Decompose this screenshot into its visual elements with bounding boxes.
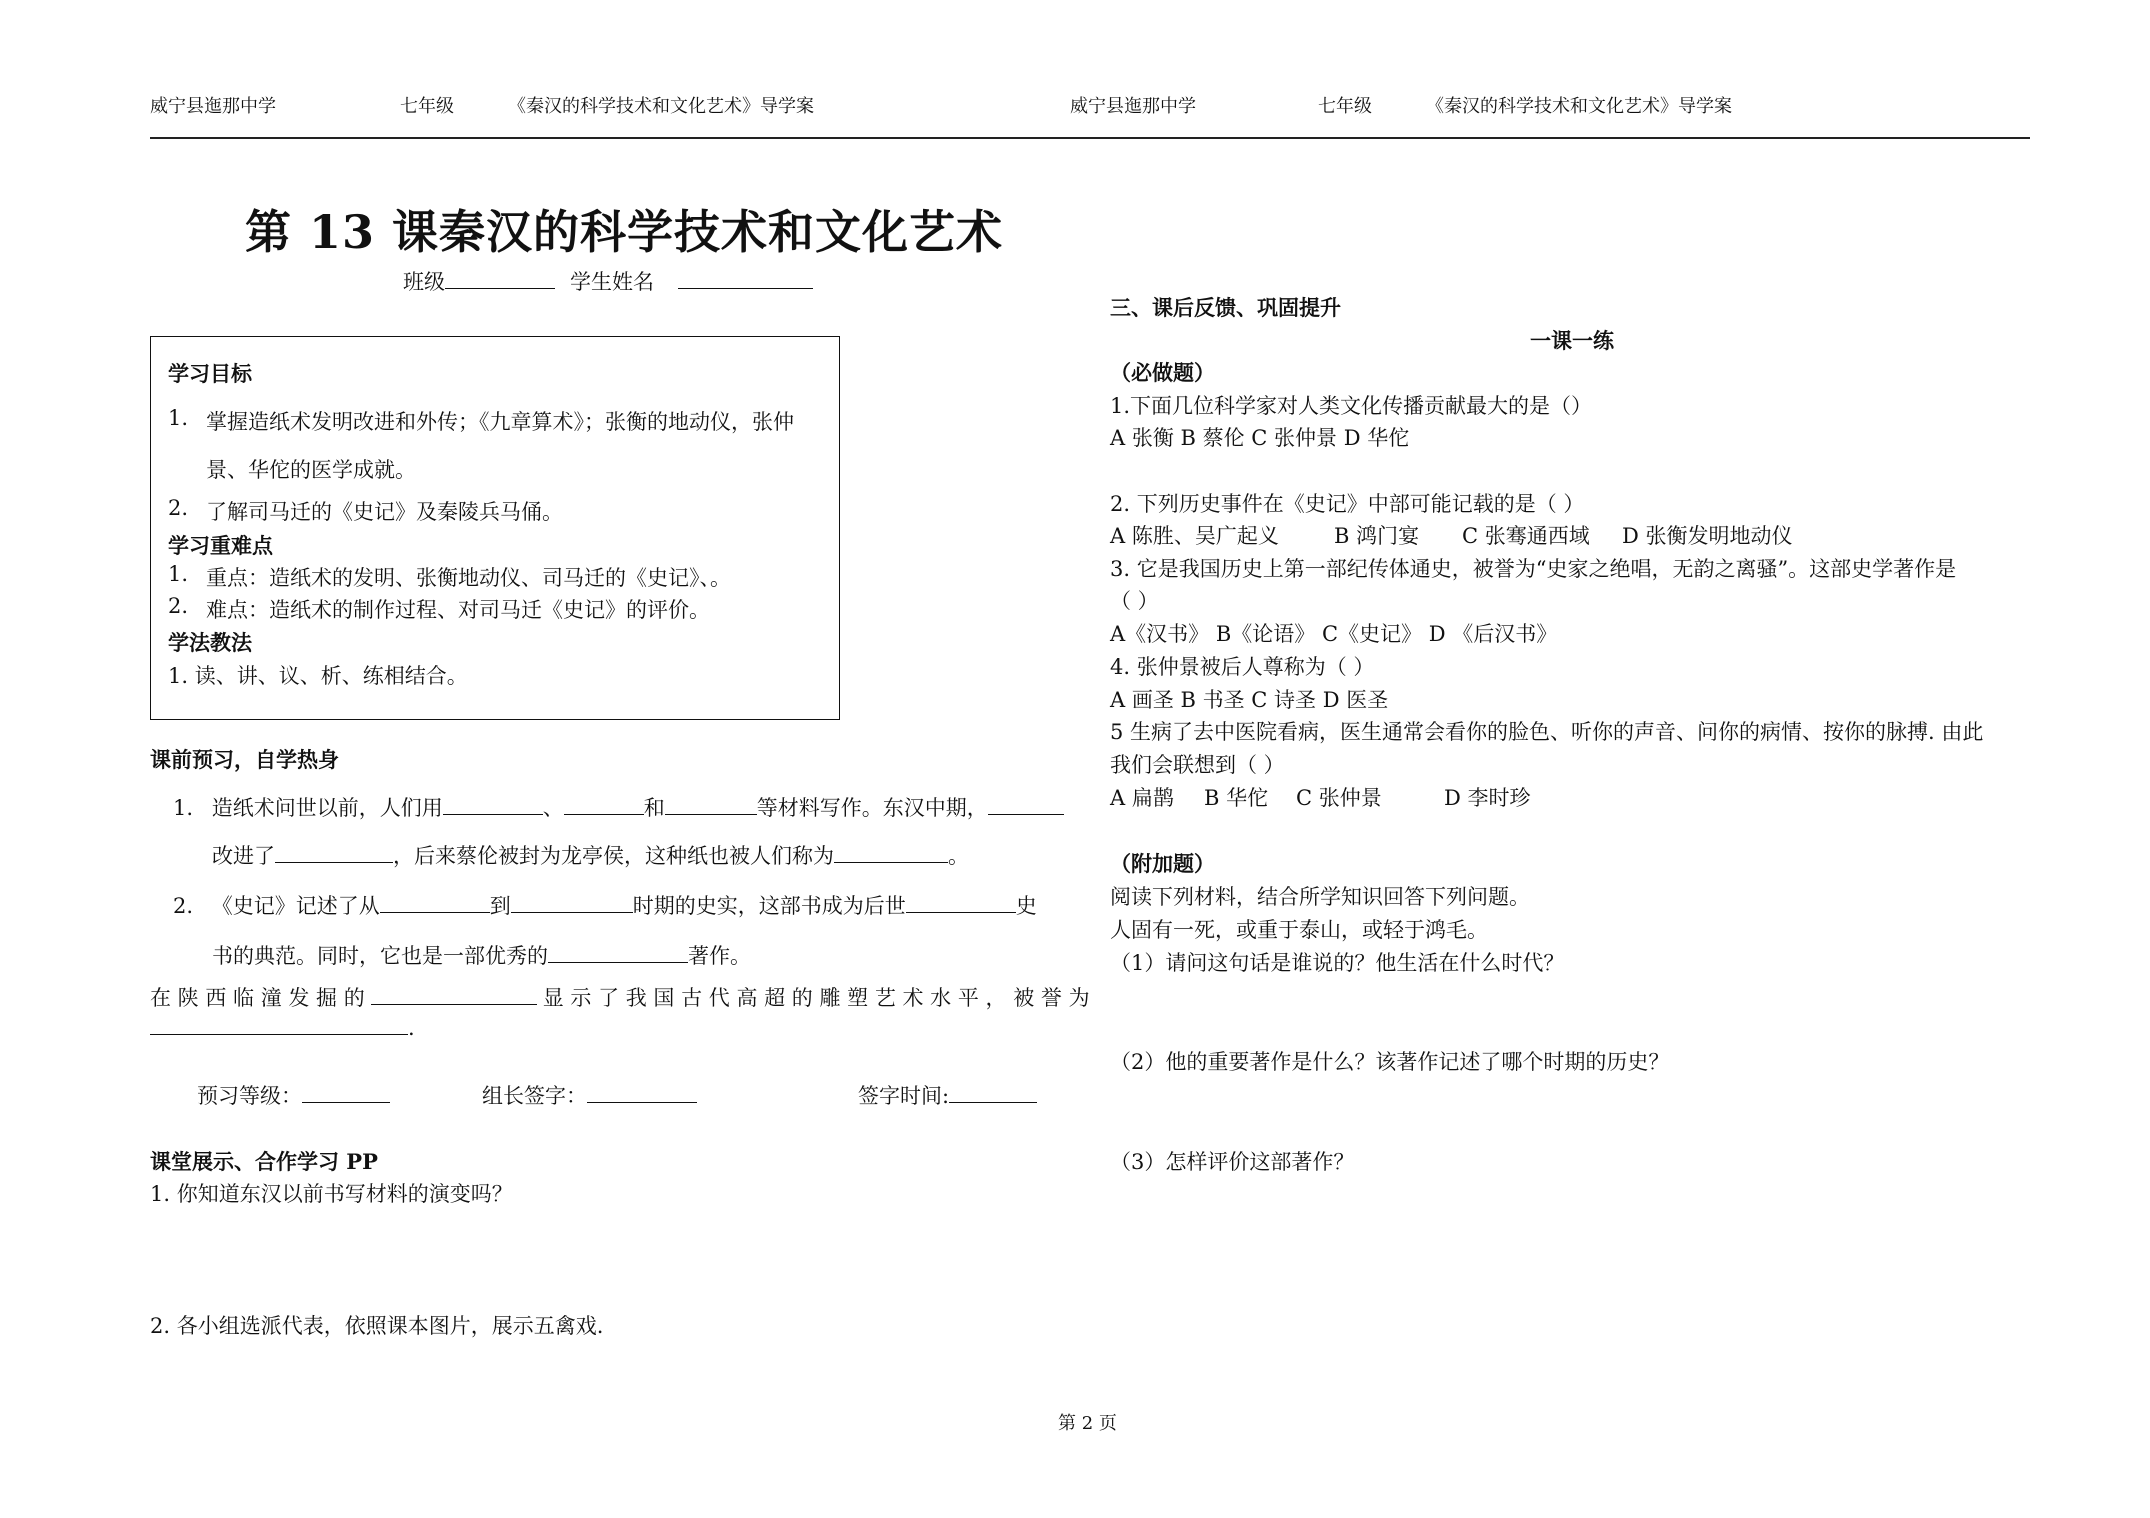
rq2-option-b: B 鸿门宴 [1334,524,1420,548]
rq5-option-c: C 张仲景 [1296,786,1382,810]
blank-paper-name[interactable] [834,842,948,863]
blank-improved[interactable] [275,842,393,863]
preview-q2-line2 [212,940,751,970]
preview-q1-text-a: 造纸术问世以前，人们用 [211,796,443,820]
blank-history-type[interactable] [906,892,1016,913]
preview-q3-text-b: 显 示 了 我 国 古 代 高 超 的 雕 塑 艺 术 水 平 ， 被 誉 为 [542,986,1090,1010]
method-heading: 学法教法 [168,630,252,655]
preview-q2-text-b: 到 [489,894,511,918]
preview-grade-blank[interactable] [302,1082,390,1103]
class-blank[interactable] [445,268,555,289]
preview-q1-text-e: 改进了 [212,844,275,868]
rq4-options: A 画圣 B 书圣 C 诗圣 D 医圣 [1110,688,1389,712]
required-label: （必做题） [1110,360,1215,385]
preview-q1-number: 1. [173,796,194,820]
rq2-option-c: C 张骞通西域 [1462,524,1590,548]
header-grade-left: 七年级 [400,96,454,117]
preview-q1-text-f: ，后来蔡伦被封为龙亭侯，这种纸也被人们称为 [393,844,834,868]
extra-intro: 阅读下列材料，结合所学知识回答下列问题。 [1110,885,1530,909]
preview-q2-text-c: 时期的史实，这部书成为后世 [632,894,906,918]
rq5-option-b: B 华佗 [1204,786,1269,810]
preview-q3-text-a: 在 陕 西 临 潼 发 掘 的 [150,986,365,1010]
preview-q1-text-g: 。 [948,844,969,868]
extra-q3: （3）怎样评价这部著作？ [1110,1150,1355,1174]
blank-material-1[interactable] [443,794,543,815]
practice-subheading: 一课一练 [1530,328,1614,353]
header-doc-left: 《秦汉的科学技术和文化艺术》导学案 [508,96,814,117]
header-doc-right: 《秦汉的科学技术和文化艺术》导学案 [1426,96,1732,117]
rq3-line1: 3. 它是我国历史上第一部纪传体通史，被誉为“史家之绝唱，无韵之离骚”。这部史学著作是 [1110,557,1957,581]
rq1-text: 1.下面几位科学家对人类文化传播贡献最大的是（） [1110,394,1593,418]
key2-text: 难点：造纸术的制作过程、对司马迁《史记》的评价。 [206,598,710,622]
goal2-text: 了解司马迁的《史记》及秦陵兵马俑。 [206,500,563,524]
preview-q2-text-a: 《史记》记述了从 [211,894,380,918]
key1-text: 重点：造纸术的发明、张衡地动仪、司马迁的《史记》、。 [206,566,731,590]
preview-grade-field [197,1080,390,1110]
goals-heading: 学习目标 [168,361,252,386]
key2-number: 2. [168,594,189,618]
goal1-line2: 景、华佗的医学成就。 [206,458,416,482]
rq4-text: 4. 张仲景被后人尊称为（ ） [1110,655,1375,679]
blank-material-2[interactable] [564,794,644,815]
preview-grade-label: 预习等级： [197,1084,302,1108]
header-grade-right: 七年级 [1318,96,1372,117]
blank-period-start[interactable] [380,892,490,913]
preview-q2-line1 [173,890,1037,920]
extra-label: （附加题） [1110,851,1215,876]
page-title: 第 13 课秦汉的科学技术和文化艺术 [245,205,1004,259]
feedback-heading: 三、课后反馈、巩固提升 [1110,295,1341,320]
class-field [403,266,555,296]
name-blank[interactable] [678,268,813,289]
rq5-line2: 我们会联想到（ ） [1110,753,1285,777]
preview-q1-text-b: 、 [542,796,564,820]
leader-sign-label: 组长签字： [482,1084,587,1108]
extra-q2: （2）他的重要著作是什么？该著作记述了哪个时期的历史？ [1110,1050,1670,1074]
leader-sign-blank[interactable] [587,1082,697,1103]
classroom-q2: 2. 各小组选派代表，依照课本图片，展示五禽戏. [150,1314,604,1338]
goal1-line1: 掌握造纸术发明改进和外传；《九章算术》；张衡的地动仪，张仲 [206,410,794,434]
page-number: 第 2 页 [1058,1413,1117,1434]
preview-q3-line2 [150,1014,415,1040]
blank-material-3[interactable] [665,794,757,815]
preview-q3-line1 [150,982,1090,1012]
classroom-heading: 课堂展示、合作学习 PP [150,1149,378,1174]
name-field [570,266,813,296]
extra-quote: 人固有一死，或重于泰山，或轻于鸿毛。 [1110,918,1488,942]
goal1-number: 1. [168,406,189,430]
rq5-option-d: D 李时珍 [1444,786,1531,810]
rq5-option-a: A 扁鹊 [1110,786,1174,810]
key1-number: 1. [168,562,189,586]
rq2-option-d: D 张衡发明地动仪 [1622,524,1793,548]
preview-q1-line1 [173,792,1064,822]
preview-q2-number: 2. [173,894,194,918]
preview-q1-text-c: 和 [643,796,665,820]
preview-heading: 课前预习，自学热身 [150,747,339,772]
rq3-options: A《汉书》 B《论语》 C《史记》 D 《后汉书》 [1110,622,1558,646]
classroom-q1: 1. 你知道东汉以前书写材料的演变吗？ [150,1182,513,1206]
rq2-option-a: A 陈胜、吴广起义 [1110,524,1279,548]
goal2-number: 2. [168,496,189,520]
preview-q1-line2 [212,840,969,870]
preview-q2-text-e: 书的典范。同时，它也是一部优秀的 [212,944,548,968]
header-school-left: 威宁县迤那中学 [150,96,276,117]
header-school-right: 威宁县迤那中学 [1070,96,1196,117]
method1-text: 1. 读、讲、议、析、练相结合。 [168,664,468,688]
rq5-line1: 5 生病了去中医院看病，医生通常会看你的脸色、听你的声音、问你的病情、按你的脉搏. 由此 [1110,720,1984,744]
preview-q1-text-d: 等材料写作。东汉中期， [756,796,988,820]
class-label: 班级 [403,270,445,294]
name-label: 学生姓名 [570,270,654,294]
blank-honor-title[interactable] [150,1014,408,1035]
sign-time-label: 签字时间: [858,1084,950,1108]
rq1-options: A 张衡 B 蔡伦 C 张仲景 D 华佗 [1110,426,1410,450]
leader-sign-field [482,1080,697,1110]
rq3-line2: （ ） [1110,589,1159,613]
blank-improver[interactable] [988,794,1064,815]
extra-q1: （1）请问这句话是谁说的？他生活在什么时代？ [1110,951,1565,975]
preview-q2-text-d: 史 [1015,894,1037,918]
blank-period-end[interactable] [511,892,633,913]
preview-q2-text-f: 著作。 [688,944,751,968]
rq2-text: 2. 下列历史事件在《史记》中部可能记载的是（ ） [1110,492,1585,516]
sign-time-blank[interactable] [949,1082,1037,1103]
preview-q3-text-c: . [408,1016,415,1040]
blank-literature-type[interactable] [548,942,688,963]
sign-time-field [858,1080,1037,1110]
key-heading: 学习重难点 [168,533,273,558]
blank-terracotta[interactable] [371,984,537,1005]
header-rule [150,137,2030,139]
